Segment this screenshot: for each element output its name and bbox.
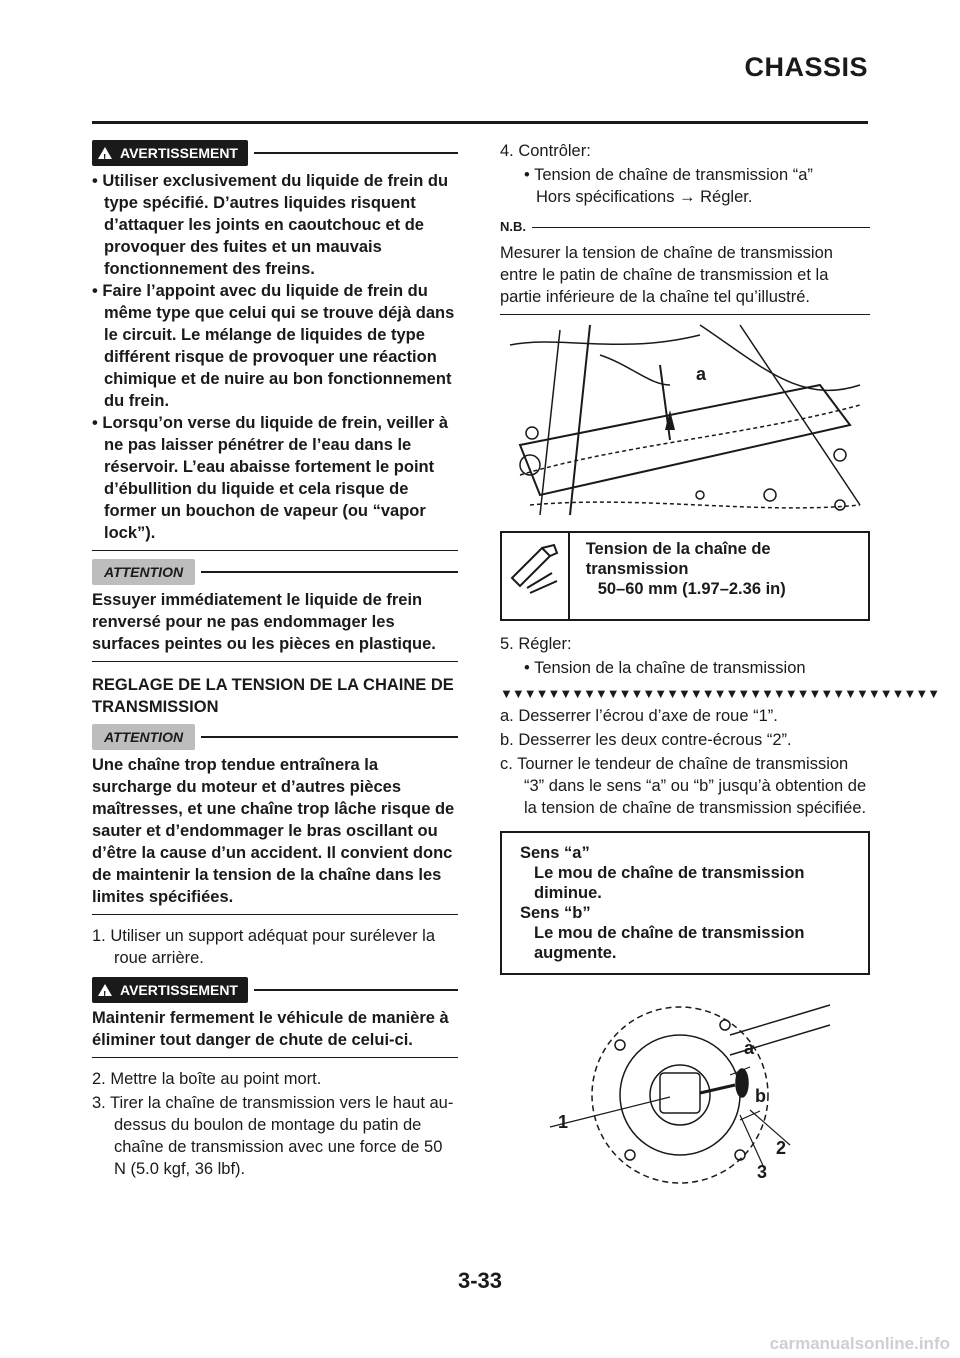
sens-b-title: Sens “b” xyxy=(520,904,591,922)
step-2: 2. Mettre la boîte au point mort. xyxy=(92,1070,322,1088)
chain-tension-illustration xyxy=(500,325,870,521)
step-1: 1. Utiliser un support adéquat pour surélever la roue arrière. xyxy=(92,927,436,967)
step-5: 5. Régler: xyxy=(500,635,572,653)
sens-a-title: Sens “a” xyxy=(520,844,590,862)
warning-text-2: Maintenir fermement le véhicule de manière à éliminer tout danger de chute de celui-ci. xyxy=(92,1007,458,1058)
warning-triangle-icon xyxy=(98,984,112,996)
attention-badge: ATTENTION xyxy=(92,724,195,750)
section-heading: REGLAGE DE LA TENSION DE LA CHAINE DE TRANSMISSION xyxy=(92,676,454,716)
attention-text-2: Une chaîne trop tendue entraînera la surcharge du moteur et d’autres pièces maîtresses, et une chaîne trop lâche risque de sauter et d’endommager le bras oscillant ou d’être la cause d’un accident. Il convient donc de maintenir la tension de la chaîne dans les limites spécifiées. xyxy=(92,754,458,915)
left-column xyxy=(92,138,458,1182)
attention-header-2 xyxy=(92,726,458,748)
warning-triangle-icon xyxy=(98,147,112,159)
figure2-label-2: 2 xyxy=(776,1138,787,1158)
warning-badge: ! AVERTISSEMENT xyxy=(92,977,248,1003)
warning-header-1 xyxy=(92,142,458,164)
figure-label-a: a xyxy=(696,364,707,384)
sens-a-text: Le mou de chaîne de transmission diminue. xyxy=(534,864,805,902)
direction-box xyxy=(500,831,870,975)
attention-badge: ATTENTION xyxy=(92,559,195,585)
warning-badge: ! AVERTISSEMENT xyxy=(92,140,248,166)
step-4-item: • Tension de chaîne de transmission “a” xyxy=(512,164,870,186)
right-column xyxy=(500,138,940,1215)
spec-title: Tension de la chaîne de transmission xyxy=(585,540,771,578)
figure2-label-b: b xyxy=(755,1086,766,1106)
warning-header-2 xyxy=(92,979,458,1001)
note-text: Mesurer la tension de chaîne de transmission entre le patin de chaîne de transmission et la partie inférieure de la chaîne tel qu’illustré. xyxy=(500,242,870,315)
substep-b: b. Desserrer les deux contre-écrous “2”. xyxy=(500,731,792,749)
wrench-spec-icon xyxy=(502,533,570,619)
warning-item: • Utiliser exclusivement du liquide de frein du type spécifié. D’autres liquides risquent d’attaquer les joints en caoutchouc et de provoquer des fuites et un mauvais fonctionnement des freins. xyxy=(92,170,458,280)
step-4: 4. Contrôler: xyxy=(500,142,591,160)
chain-illustration-svg xyxy=(500,325,870,521)
watermark: carmanualsonline.info xyxy=(769,1334,950,1353)
attention-text-1: Essuyer immédiatement le liquide de frein renversé pour ne pas endommager les surfaces peintes ou les pièces en plastique. xyxy=(92,589,458,662)
attention-header-1 xyxy=(92,561,458,583)
warning-item: • Faire l’appoint avec du liquide de frein du même type que celui qui se trouve déjà dans le circuit. Le mélange de liquides de type différent risque de provoquer une réaction chimique et de nuire au bon fonctionnement du frein. xyxy=(92,280,458,412)
step-4-subtext: Hors spécifications → Régler. xyxy=(536,188,753,206)
sens-b-text: Le mou de chaîne de transmission augmente. xyxy=(534,924,805,962)
spec-value: 50–60 mm (1.97–2.36 in) xyxy=(597,580,786,598)
figure2-label-1: 1 xyxy=(558,1112,569,1132)
substep-a: a. Desserrer l’écrou d’axe de roue “1”. xyxy=(500,707,778,725)
step-5-item: • Tension de la chaîne de transmission xyxy=(512,657,870,679)
page-section-title: CHASSIS xyxy=(744,52,868,82)
step-3: 3. Tirer la chaîne de transmission vers le haut au-dessus du boulon de montage du patin de chaîne de transmission avec une force de 50 N (5.0 kgf, 36 lbf). xyxy=(92,1094,454,1178)
substep-c: c. Tourner le tendeur de chaîne de transmission “3” dans le sens “a” ou “b” jusqu’à obtention de la tension de chaîne de transmission spécifiée. xyxy=(500,755,867,817)
spec-box xyxy=(500,531,870,621)
page-number: 3-33 xyxy=(457,1268,503,1293)
figure2-label-a: a xyxy=(744,1038,755,1058)
figure2-label-3: 3 xyxy=(757,1162,768,1182)
procedure-start-markers: ▼▼▼▼▼▼▼▼▼▼▼▼▼▼▼▼▼▼▼▼▼▼▼▼▼▼▼▼▼▼▼▼▼▼▼▼▼ xyxy=(500,686,940,701)
header-divider xyxy=(92,121,868,124)
adjuster-illustration-svg xyxy=(500,985,870,1215)
warning-block-1 xyxy=(92,170,458,551)
chain-adjuster-illustration xyxy=(500,985,870,1215)
warning-item: • Lorsqu’on verse du liquide de frein, veiller à ne pas laisser pénétrer de l’eau dans le réservoir. L’eau abaisse fortement le point d’ébullition du liquide et cela risque de former un bouchon de vapeur (ou “vapor lock”). xyxy=(92,412,458,544)
note-header: N.B. xyxy=(500,216,870,238)
